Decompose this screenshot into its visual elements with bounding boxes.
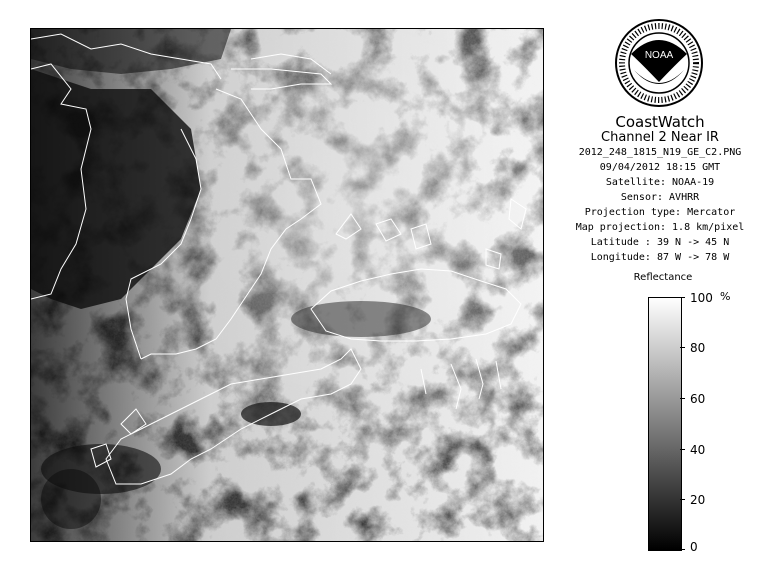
noaa-text: NOAA xyxy=(644,50,674,61)
noaa-logo xyxy=(614,18,704,108)
colorbar-tick xyxy=(680,549,685,550)
reflectance-map xyxy=(31,29,543,541)
sensor-name: Sensor: AVHRR xyxy=(620,192,700,203)
colorbar-tick xyxy=(680,297,685,298)
longitude-range: Longitude: 87 W -> 78 W xyxy=(590,252,730,263)
colorbar-tick-label: 40 xyxy=(690,443,706,457)
latitude-range: Latitude : 39 N -> 45 N xyxy=(590,237,730,248)
colorbar-tick xyxy=(680,499,685,500)
colorbar-label: Reflectance xyxy=(633,272,693,283)
satellite-name: Satellite: NOAA-19 xyxy=(605,177,715,188)
colorbar-unit: % xyxy=(720,290,731,303)
colorbar-tick-label: 60 xyxy=(690,392,706,406)
colorbar-tick-label: 0 xyxy=(690,540,698,554)
colorbar-tick xyxy=(680,347,685,348)
channel-name: Channel 2 Near IR xyxy=(601,130,719,145)
map-projection: Map projection: 1.8 km/pixel xyxy=(575,222,745,233)
satellite-image xyxy=(30,28,544,542)
colorbar-tick-label: 80 xyxy=(690,341,706,355)
colorbar xyxy=(648,297,682,551)
projection-type: Projection type: Mercator xyxy=(584,207,736,218)
product-info xyxy=(560,114,760,265)
colorbar-tick xyxy=(680,449,685,450)
colorbar-tick-label: 20 xyxy=(690,493,706,507)
file-name: 2012_248_1815_N19_GE_C2.PNG xyxy=(578,147,742,158)
date-time: 09/04/2012 18:15 GMT xyxy=(599,162,721,173)
product-title: CoastWatch xyxy=(615,113,705,131)
colorbar-tick-label: 100 xyxy=(690,291,713,305)
noaa-emblem xyxy=(614,18,704,108)
colorbar-tick xyxy=(680,398,685,399)
